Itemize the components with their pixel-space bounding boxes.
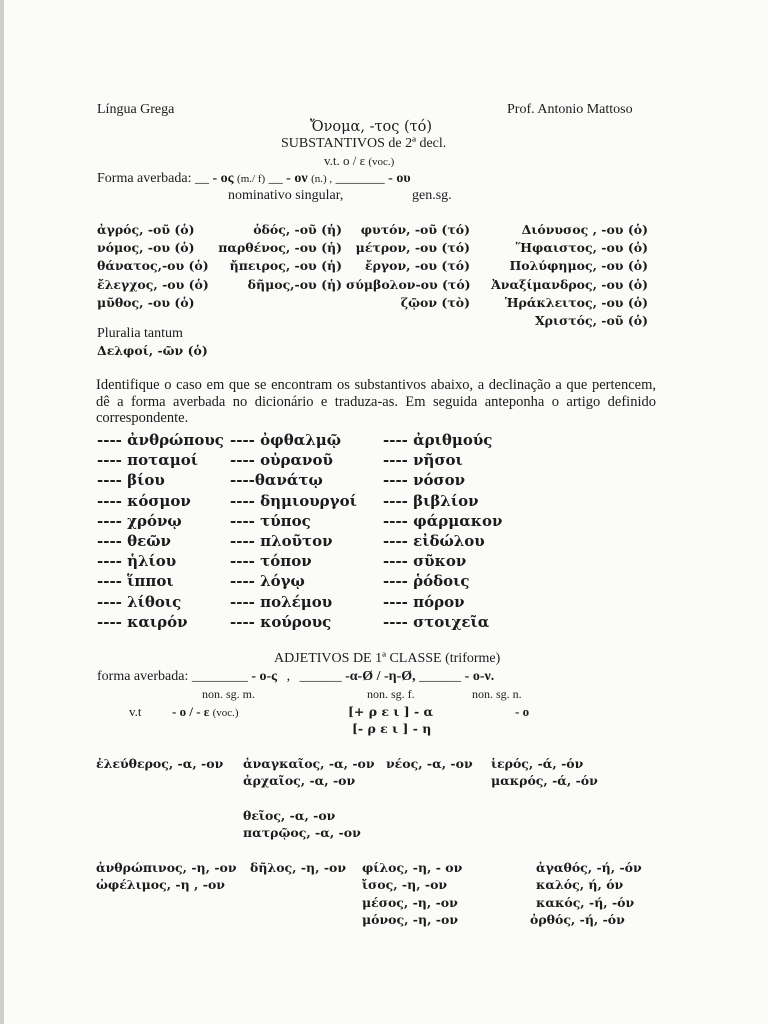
exercise-item: ---- ἡλίου	[97, 552, 177, 571]
noun-item: ὁδός, -οῦ (ἡ)	[253, 222, 342, 237]
adjective-item: μακρός, -ά, -όν	[491, 773, 598, 788]
vt-text: v.t. ο / ε	[324, 153, 366, 168]
noun-item: Ἥφαιστος, -ου (ὁ)	[515, 240, 648, 256]
adjective-item: νέος, -α, -ον	[386, 756, 473, 771]
noun-column-fem	[209, 221, 342, 294]
exercise-item: ---- βιβλίον	[383, 491, 479, 510]
noun-column-neut	[346, 221, 470, 312]
noun-column-proper	[486, 221, 648, 330]
sub-fem: non. sg. f.	[367, 687, 415, 701]
adjective-item: θεῖος, -α, -ον	[243, 808, 336, 823]
ending-on: - ον	[286, 171, 308, 186]
noun-item: δῆμος,-ου (ἡ)	[247, 276, 342, 292]
exercise-item: ---- τύπος	[230, 511, 311, 530]
adjective-item: ἐλεύθερος, -α, -ον	[96, 756, 224, 771]
exercise-item: ---- στοιχεῖα	[383, 612, 490, 631]
exercise-item: ---- πολέμου	[230, 592, 333, 611]
sub-genitivo: gen.sg.	[412, 188, 452, 203]
noun-item: μέτρον, -ου (τό)	[355, 240, 470, 256]
noun-item: Χριστός, -οῦ (ὁ)	[534, 313, 648, 329]
exercise-item: ---- λόγῳ	[230, 572, 305, 591]
exercise-item: ---- κόσμον	[97, 491, 191, 510]
sub-neut: non. sg. n.	[472, 687, 522, 701]
noun-item: Διόνυσος , -ου (ὁ)	[521, 222, 648, 237]
noun-item: Ἡράκλειτος, -ου (ὁ)	[504, 294, 648, 310]
exercise-item: ---- λίθοις	[97, 592, 182, 611]
noun-item: παρθένος, -ου (ἡ)	[218, 240, 342, 256]
noun-item: μῦθος, -ου (ὁ)	[97, 294, 195, 310]
adjective-item: φίλος, -η, - ον	[362, 860, 463, 875]
exercise-item: ---- πόρον	[383, 592, 465, 611]
exercise-item: ---- νῆσοι	[383, 451, 463, 470]
exercise-item: ---- φάρμακον	[383, 511, 503, 530]
adj-vt-ending	[172, 704, 239, 720]
forma-label: Forma averbada:	[97, 171, 192, 186]
exercise-item: ---- χρόνῳ	[97, 511, 182, 530]
exercise-column-3	[383, 430, 502, 632]
blank: __	[194, 171, 209, 186]
noun-item: Ἀναξίμανδρος, -ου (ὁ)	[491, 276, 648, 292]
separator: ,	[286, 669, 291, 684]
blank: __	[268, 171, 283, 186]
exercise-item: ---- θεῶν	[97, 532, 171, 551]
adjective-item: ἀνθρώπινος, -η, -ον	[96, 860, 237, 875]
exercise-item: ---- νόσον	[383, 471, 466, 490]
exercise-column-1	[97, 430, 224, 632]
neuter-ending: - ο	[515, 704, 530, 719]
noun-item: σύμβολον-ου (τό)	[346, 276, 471, 292]
adjective-item: ἴσος, -η, -ον	[362, 877, 448, 892]
noun-item: θάνατος,-ου (ὁ)	[97, 258, 209, 274]
adjective-item: πατρῷος, -α, -ον	[243, 825, 361, 840]
blank: _______	[335, 171, 385, 186]
exercise-item: ---- ῥόδοις	[383, 572, 470, 591]
exercise-item: ---- κούρους	[230, 612, 332, 631]
section-title-substantivos: SUBSTANTIVOS de 2ª decl.	[281, 136, 447, 151]
pluralia-label: Pluralia tantum	[97, 326, 183, 341]
section-title-adjetivos: ADJETIVOS DE 1ª CLASSE (triforme)	[274, 651, 501, 666]
exercise-item: ---- ἀνθρώπους	[97, 431, 224, 449]
rule-plus-rei: [+ ρ ε ι ] - α	[348, 704, 434, 719]
gender-mf: (m./ f)	[237, 173, 266, 185]
adjective-item: ὠφέλιμος, -η , -ον	[96, 877, 225, 892]
blank: ________	[191, 669, 248, 684]
noun-item: φυτόν, -οῦ (τό)	[360, 222, 470, 237]
course-title: Língua Grega	[97, 102, 175, 117]
sub-masc: non. sg. m.	[202, 687, 256, 701]
voc-note: (voc.)	[212, 707, 239, 719]
noun-item: ἔλεγχος, -ου (ὁ)	[97, 276, 209, 292]
noun-item: ἤπειρος, -ου (ἡ)	[229, 258, 342, 274]
exercise-item: ---- σῦκον	[383, 552, 467, 571]
adjective-item: ὀρθός, -ή, -όν	[530, 912, 625, 927]
adjective-item: ἱερός, -ά, -όν	[491, 756, 584, 771]
adjective-item: μέσος, -η, -ον	[362, 895, 458, 910]
exercise-item: ---- ἵπποι	[97, 572, 174, 591]
exercise-item: ---- ὀφθαλμῷ	[230, 431, 342, 449]
forma-averbada-line	[97, 171, 411, 187]
blank: ______	[299, 669, 342, 684]
vocative-ending	[324, 153, 394, 169]
adjective-item: καλός, ή, όν	[536, 877, 624, 892]
exercise-item: ---- πλοῦτον	[230, 532, 333, 551]
adjective-item: ἀγαθός, -ή, -όν	[536, 860, 642, 875]
exercise-item: ----θανάτῳ	[230, 471, 323, 490]
sub-nominativo: nominativo singular,	[228, 188, 344, 203]
title-onoma: Ὄνομα, -τος (τό)	[310, 119, 433, 135]
professor-name: Prof. Antonio Mattoso	[507, 102, 633, 117]
blank: ______	[419, 669, 462, 684]
exercise-item: ---- ἀριθμούς	[383, 431, 493, 449]
noun-column-masc	[97, 221, 209, 312]
pluralia-word: Δελφοί, -ῶν (ὁ)	[97, 343, 208, 358]
exercise-column-2	[230, 430, 357, 632]
exercise-item: ---- καιρόν	[97, 612, 188, 631]
adj-forma-line	[97, 669, 494, 685]
adjective-item: ἀρχαῖος, -α, -ον	[243, 773, 356, 788]
voc-note: (voc.)	[368, 156, 395, 168]
noun-item: ἀγρός, -οῦ (ὁ)	[97, 222, 195, 237]
exercise-item: ---- ποταμοί	[97, 451, 198, 470]
adjective-item: κακός, -ή, -όν	[536, 895, 635, 910]
exercise-item: ---- εἰδώλου	[383, 532, 485, 551]
page-scan-edge	[0, 0, 4, 1024]
ending-ou: - ου	[388, 171, 411, 186]
noun-item: ἔργον, -ου (τό)	[364, 258, 470, 274]
gender-n: (n.) ,	[311, 173, 333, 185]
adjective-item: μόνος, -η, -ον	[362, 912, 458, 927]
exercise-item: ---- βίου	[97, 471, 165, 490]
adj-forma-label: forma averbada:	[97, 669, 189, 684]
vt-ending: - ο / - ε	[172, 704, 210, 719]
instructions-paragraph: Identifique o caso em que se encontram os substantivos abaixo, a declinação a que pertencem, dê a forma averbada no dicionário e traduza-as. Em seguida anteponha o artigo definido correspondente.	[96, 377, 656, 426]
adjective-item: δῆλος, -η, -ον	[250, 860, 347, 875]
ending-fem: -α-Ø / -η-Ø,	[345, 669, 416, 684]
ending-os: - ο-ς	[251, 669, 278, 684]
ending-on: - ο-ν.	[464, 669, 495, 684]
ending-os: - ος	[212, 171, 234, 186]
exercise-item: ---- τόπον	[230, 552, 312, 571]
adj-vt-label: v.t	[129, 704, 142, 719]
rule-minus-rei: [- ρ ε ι ] - η	[352, 721, 432, 736]
noun-item: ζῷον (τὸ)	[400, 294, 470, 310]
exercise-item: ---- οὐρανοῦ	[230, 451, 333, 470]
exercise-item: ---- δημιουργοί	[230, 491, 357, 510]
noun-item: νόμος, -ου (ὁ)	[97, 240, 195, 256]
adjective-item: ἀναγκαῖος, -α, -ον	[243, 756, 375, 771]
noun-item: Πολύφημος, -ου (ὁ)	[509, 258, 648, 274]
